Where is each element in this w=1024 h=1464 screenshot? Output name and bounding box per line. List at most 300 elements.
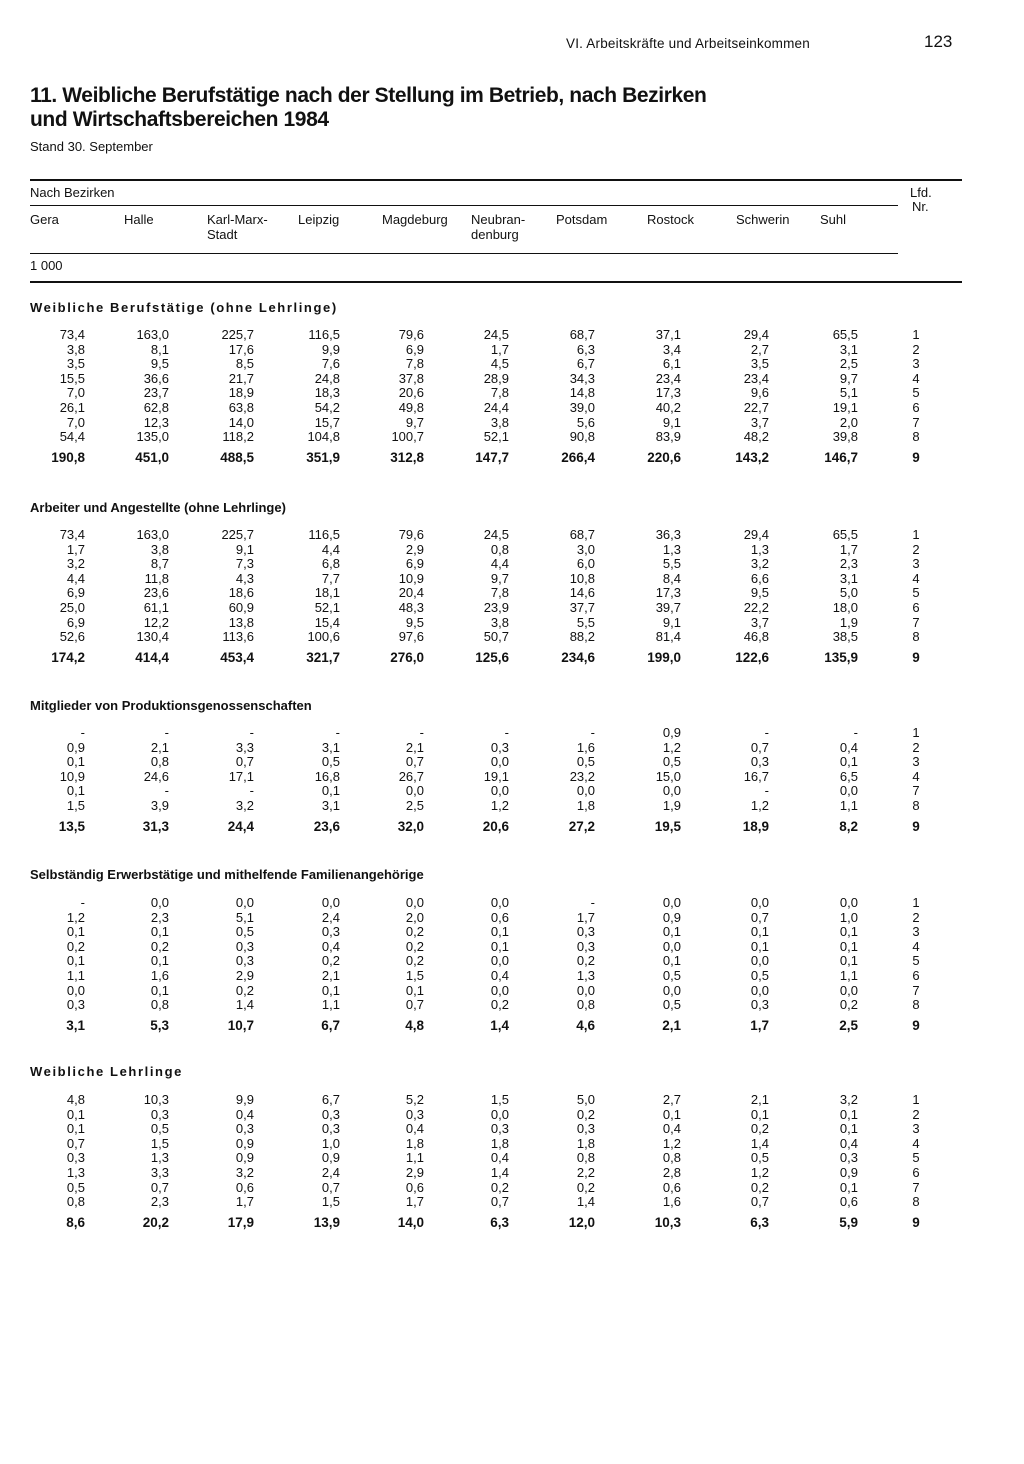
table-cell: 1,6	[662, 1194, 681, 1210]
table-cell: -	[249, 725, 254, 740]
table-cell: 122,6	[735, 649, 769, 665]
table-cell: 0,2	[321, 953, 340, 969]
table-cell: 13,9	[313, 1214, 340, 1230]
row-number: 2	[912, 739, 920, 755]
table-row	[0, 940, 1024, 955]
table-cell: 5,6	[576, 414, 595, 430]
table-cell: 3,2	[839, 1092, 858, 1107]
row-number: 1	[912, 1092, 920, 1107]
table-cell: 4,4	[490, 556, 509, 572]
table-cell: 15,7	[314, 414, 340, 430]
table-cell: 104,8	[307, 429, 340, 445]
table-cell: 3,7	[750, 414, 769, 430]
table-cell: 81,4	[655, 629, 681, 645]
row-number: 7	[912, 614, 920, 630]
table-cell: 0,1	[750, 1106, 769, 1122]
table-cell: 1,7	[839, 541, 858, 557]
table-cell: 1,4	[576, 1194, 595, 1210]
table-cell: 17,3	[655, 585, 681, 601]
table-cell: 0,4	[235, 1106, 254, 1122]
table-cell: 24,4	[227, 818, 254, 834]
table-cell: 18,1	[314, 585, 340, 601]
table-cell: 0,4	[405, 1121, 424, 1137]
table-cell: 0,5	[662, 997, 681, 1013]
table-cell: 48,2	[743, 429, 769, 445]
table-row	[0, 601, 1024, 616]
table-cell: 135,9	[824, 649, 858, 665]
table-cell: 0,2	[576, 1106, 595, 1122]
table-cell: 31,3	[142, 818, 169, 834]
table-cell: 18,0	[832, 600, 858, 615]
table-cell: 7,7	[321, 570, 340, 586]
table-cell: 113,6	[222, 629, 254, 645]
row-number: 3	[912, 754, 920, 770]
table-cell: 0,1	[750, 924, 769, 940]
table-cell: 3,0	[576, 541, 595, 557]
section-title-weibliche-berufstatige-ohne-lehrlinge: Weibliche Berufstätige (ohne Lehrlinge)	[30, 300, 338, 315]
table-cell: 6,7	[576, 356, 595, 372]
table-row	[0, 1093, 1024, 1108]
table-cell: 4,4	[66, 570, 85, 586]
table-cell: 6,9	[405, 556, 424, 572]
table-cell: 2,1	[321, 968, 340, 983]
table-cell: 190,8	[51, 449, 85, 465]
table-cell: 0,2	[750, 1121, 769, 1137]
table-cell: 5,1	[235, 909, 254, 925]
table-cell: 3,1	[839, 570, 858, 586]
row-number: 8	[912, 997, 920, 1013]
table-cell: 118,2	[222, 429, 254, 445]
table-cell: 9,7	[490, 570, 509, 586]
table-cell: 52,1	[314, 600, 340, 615]
table-cell: 18,3	[314, 385, 340, 401]
table-cell: 97,6	[398, 629, 424, 645]
row-number: 9	[912, 1214, 920, 1230]
table-cell: 3,1	[321, 739, 340, 755]
table-cell: 10,8	[569, 570, 595, 586]
table-cell: 0,8	[150, 997, 169, 1013]
table-cell: 3,5	[66, 356, 85, 372]
table-cell: 0,3	[750, 997, 769, 1013]
table-cell: 147,7	[475, 449, 509, 465]
table-cell: 23,4	[743, 370, 769, 386]
table-cell: 60,9	[228, 600, 254, 615]
table-cell: 1,5	[490, 1092, 509, 1107]
table-cell: 50,7	[483, 629, 509, 645]
table-cell: 65,5	[832, 327, 858, 342]
table-cell: 0,0	[321, 895, 340, 910]
table-cell: 0,1	[662, 953, 681, 969]
page-number: 123	[924, 32, 953, 51]
table-cell: 5,1	[839, 385, 858, 401]
table-cell: 5,3	[150, 1017, 169, 1033]
table-cell: 0,1	[839, 1121, 858, 1137]
table-cell: 2,5	[839, 356, 858, 372]
column-header-line-1: Karl-Marx-	[207, 212, 268, 227]
table-cell: 414,4	[135, 649, 169, 665]
table-cell: 37,1	[655, 327, 681, 342]
section-title-arbeiter-und-angestellte-ohne-lehrlinge: Arbeiter und Angestellte (ohne Lehrlinge)	[30, 500, 286, 515]
table-cell: 2,3	[150, 1194, 169, 1210]
table-cell: 7,0	[66, 385, 85, 401]
table-row	[0, 1166, 1024, 1181]
table-cell: 2,4	[321, 1165, 340, 1180]
table-cell: 1,5	[321, 1194, 340, 1210]
table-cell: 1,1	[66, 968, 85, 983]
table-row	[0, 557, 1024, 572]
table-cell: 0,7	[750, 739, 769, 755]
table-cell: 52,1	[483, 429, 509, 445]
table-cell: 0,1	[66, 953, 85, 969]
table-cell: 20,6	[482, 818, 509, 834]
table-row	[0, 755, 1024, 770]
table-cell: -	[80, 895, 85, 910]
row-number: 3	[912, 356, 920, 372]
table-cell: 1,7	[490, 341, 509, 357]
table-cell: 23,2	[569, 768, 595, 784]
table-cell: 3,8	[490, 614, 509, 630]
table-cell: 0,1	[66, 1121, 85, 1137]
table-cell: 0,9	[235, 1150, 254, 1166]
table-row	[0, 998, 1024, 1013]
table-title	[30, 84, 706, 132]
table-cell: 88,2	[569, 629, 595, 645]
columns-rule	[30, 253, 898, 254]
table-cell: 5,5	[576, 614, 595, 630]
row-number: 7	[912, 414, 920, 430]
table-cell: 0,8	[576, 997, 595, 1013]
table-cell: 1,3	[576, 968, 595, 983]
table-cell: 49,8	[398, 400, 424, 415]
table-cell: 15,0	[655, 768, 681, 784]
table-cell: 9,7	[405, 414, 424, 430]
table-cell: 1,8	[405, 1135, 424, 1151]
table-row	[0, 770, 1024, 785]
table-cell: 54,4	[59, 429, 85, 445]
table-cell: 10,3	[654, 1214, 681, 1230]
table-cell: 0,4	[490, 968, 509, 983]
table-cell: 0,5	[66, 1179, 85, 1195]
table-cell: 0,0	[839, 895, 858, 910]
table-cell: 46,8	[743, 629, 769, 645]
table-cell: 0,5	[662, 754, 681, 770]
table-cell: 22,2	[743, 600, 769, 615]
table-cell: 36,6	[143, 370, 169, 386]
column-header-suhl	[820, 212, 846, 227]
table-row	[0, 969, 1024, 984]
table-cell: 1,2	[490, 798, 509, 813]
table-cell: 0,7	[321, 1179, 340, 1195]
row-number: 2	[912, 541, 920, 557]
table-total-row	[0, 1216, 1024, 1231]
table-total-row	[0, 1019, 1024, 1034]
table-cell: 37,8	[398, 370, 424, 386]
table-cell: 0,2	[150, 938, 169, 954]
table-cell: 2,7	[662, 1092, 681, 1107]
row-number: 1	[912, 725, 920, 740]
table-cell: 1,0	[321, 1135, 340, 1151]
table-cell: 9,1	[662, 414, 681, 430]
row-number: 3	[912, 556, 920, 572]
table-cell: 0,9	[321, 1150, 340, 1166]
table-cell: 9,5	[750, 585, 769, 601]
table-cell: 63,8	[228, 400, 254, 415]
table-cell: 2,3	[150, 909, 169, 925]
table-cell: 9,9	[321, 341, 340, 357]
header-bottom-rule	[30, 281, 962, 283]
row-number: 8	[912, 429, 920, 445]
table-cell: 14,8	[569, 385, 595, 401]
table-cell: 10,9	[398, 570, 424, 586]
column-header-karl-marx-stadt	[207, 212, 268, 242]
table-cell: 24,5	[483, 527, 509, 542]
table-cell: 1,4	[490, 1017, 509, 1033]
table-cell: 2,9	[405, 541, 424, 557]
table-cell: 1,4	[490, 1165, 509, 1180]
table-cell: 0,3	[321, 924, 340, 940]
table-cell: 8,6	[66, 1214, 85, 1230]
table-cell: 8,7	[150, 556, 169, 572]
table-cell: 0,8	[66, 1194, 85, 1210]
table-cell: 1,3	[662, 541, 681, 557]
row-number: 6	[912, 600, 920, 615]
table-cell: 2,1	[150, 739, 169, 755]
table-cell: 23,6	[143, 585, 169, 601]
table-cell: 4,8	[405, 1017, 424, 1033]
table-cell: 0,4	[839, 1135, 858, 1151]
table-cell: 6,9	[66, 614, 85, 630]
table-cell: 0,3	[321, 1121, 340, 1137]
table-title-line-2: und Wirtschaftsbereichen 1984	[30, 108, 329, 131]
row-number: 1	[912, 527, 920, 542]
table-cell: 6,7	[321, 1017, 340, 1033]
column-header-line-1: Magdeburg	[382, 212, 448, 227]
table-cell: 9,1	[235, 541, 254, 557]
table-cell: 0,7	[490, 1194, 509, 1210]
table-cell: 0,1	[66, 1106, 85, 1122]
table-cell: 62,8	[143, 400, 169, 415]
table-cell: 90,8	[569, 429, 595, 445]
table-cell: 19,1	[483, 768, 509, 784]
table-cell: 1,5	[150, 1135, 169, 1151]
table-cell: 2,1	[750, 1092, 769, 1107]
table-cell: 0,1	[150, 924, 169, 940]
table-cell: 0,9	[662, 725, 681, 740]
table-cell: 3,3	[150, 1165, 169, 1180]
table-cell: 2,8	[662, 1165, 681, 1180]
table-cell: 23,4	[655, 370, 681, 386]
table-cell: -	[504, 725, 509, 740]
table-cell: 12,2	[143, 614, 169, 630]
table-cell: 24,4	[483, 400, 509, 415]
table-row	[0, 1108, 1024, 1123]
table-cell: 6,3	[750, 1214, 769, 1230]
column-header-neubrandenburg	[471, 212, 525, 242]
table-cell: 13,8	[228, 614, 254, 630]
table-row	[0, 401, 1024, 416]
table-cell: 0,9	[235, 1135, 254, 1151]
table-cell: 0,0	[150, 895, 169, 910]
table-row	[0, 543, 1024, 558]
table-cell: 1,4	[235, 997, 254, 1013]
table-cell: 4,4	[321, 541, 340, 557]
table-cell: 3,4	[662, 341, 681, 357]
table-cell: 0,1	[750, 938, 769, 954]
table-cell: 0,2	[750, 1179, 769, 1195]
table-cell: 0,1	[66, 924, 85, 940]
table-cell: 225,7	[221, 527, 254, 542]
table-cell: 130,4	[136, 629, 169, 645]
table-cell: 73,4	[59, 327, 85, 342]
table-cell: 7,6	[321, 356, 340, 372]
table-cell: 24,5	[483, 327, 509, 342]
table-cell: 0,0	[662, 895, 681, 910]
table-cell: 8,5	[235, 356, 254, 372]
table-cell: 163,0	[136, 327, 169, 342]
table-cell: 14,0	[397, 1214, 424, 1230]
table-cell: 0,2	[576, 1179, 595, 1195]
table-cell: -	[335, 725, 340, 740]
table-cell: 9,5	[405, 614, 424, 630]
row-number: 5	[912, 953, 920, 969]
table-cell: 7,8	[405, 356, 424, 372]
table-cell: 6,1	[662, 356, 681, 372]
table-cell: 0,2	[576, 953, 595, 969]
table-cell: -	[80, 725, 85, 740]
table-cell: 1,9	[839, 614, 858, 630]
table-cell: 1,2	[750, 798, 769, 813]
table-cell: 163,0	[136, 527, 169, 542]
table-cell: 0,4	[662, 1121, 681, 1137]
table-cell: -	[764, 725, 769, 740]
column-header-line-1: Neubran-	[471, 212, 526, 227]
table-cell: 27,2	[568, 818, 595, 834]
table-cell: 0,7	[750, 909, 769, 925]
table-cell: 0,1	[839, 754, 858, 770]
table-cell: 2,2	[576, 1165, 595, 1180]
table-cell: 2,1	[662, 1017, 681, 1033]
table-cell: 0,7	[750, 1194, 769, 1210]
table-cell: 0,1	[405, 982, 424, 998]
table-cell: 0,9	[839, 1165, 858, 1180]
table-row	[0, 528, 1024, 543]
table-cell: -	[419, 725, 424, 740]
table-cell: 0,3	[235, 953, 254, 969]
table-cell: 276,0	[390, 649, 424, 665]
table-cell: 0,6	[490, 909, 509, 925]
table-cell: 0,6	[662, 1179, 681, 1195]
table-cell: 0,0	[662, 783, 681, 799]
table-cell: 0,3	[576, 924, 595, 940]
table-cell: 0,5	[662, 968, 681, 983]
table-cell: 3,8	[66, 341, 85, 357]
table-cell: 38,5	[832, 629, 858, 645]
column-header-line-1: Gera	[30, 212, 59, 227]
table-cell: 2,0	[839, 414, 858, 430]
table-cell: 79,6	[398, 527, 424, 542]
table-cell: 0,6	[405, 1179, 424, 1195]
table-title-line-1: 11. Weibliche Berufstätige nach der Stellung im Betrieb, nach Bezirken	[30, 84, 707, 107]
table-row	[0, 357, 1024, 372]
row-number: 4	[912, 370, 920, 386]
table-cell: 0,2	[405, 953, 424, 969]
table-cell: 0,5	[321, 754, 340, 770]
table-cell: 1,4	[750, 1135, 769, 1151]
group-label: Nach Bezirken	[30, 185, 115, 200]
row-number: 2	[912, 341, 920, 357]
table-cell: 0,0	[576, 783, 595, 799]
table-row	[0, 1181, 1024, 1196]
table-cell: 1,6	[576, 739, 595, 755]
table-cell: 9,5	[150, 356, 169, 372]
table-cell: 1,2	[750, 1165, 769, 1180]
table-cell: 8,4	[662, 570, 681, 586]
table-cell: 29,4	[743, 527, 769, 542]
table-row	[0, 430, 1024, 445]
table-cell: 18,6	[228, 585, 254, 601]
table-cell: 7,8	[490, 385, 509, 401]
table-cell: 0,0	[576, 982, 595, 998]
table-cell: 79,6	[398, 327, 424, 342]
table-cell: 36,3	[655, 527, 681, 542]
table-cell: 1,2	[662, 1135, 681, 1151]
table-cell: 6,9	[66, 585, 85, 601]
column-header-rostock	[647, 212, 694, 227]
table-cell: 312,8	[390, 449, 424, 465]
table-cell: 451,0	[135, 449, 169, 465]
table-cell: 19,5	[654, 818, 681, 834]
table-cell: 9,6	[750, 385, 769, 401]
table-cell: 0,5	[576, 754, 595, 770]
table-cell: 0,2	[235, 982, 254, 998]
table-cell: 3,1	[321, 798, 340, 813]
table-cell: 2,5	[405, 798, 424, 813]
table-cell: 1,5	[66, 798, 85, 813]
table-cell: 0,1	[839, 938, 858, 954]
table-cell: 0,3	[576, 938, 595, 954]
table-cell: 1,3	[150, 1150, 169, 1166]
table-cell: 0,3	[66, 997, 85, 1013]
table-cell: 453,4	[220, 649, 254, 665]
table-cell: 16,7	[743, 768, 769, 784]
table-cell: 1,3	[750, 541, 769, 557]
table-cell: 1,0	[839, 909, 858, 925]
table-cell: 0,0	[750, 982, 769, 998]
table-cell: 5,0	[576, 1092, 595, 1107]
table-cell: 2,9	[405, 1165, 424, 1180]
table-cell: 0,5	[150, 1121, 169, 1137]
table-cell: 1,1	[839, 798, 858, 813]
table-cell: 0,7	[405, 997, 424, 1013]
table-row	[0, 416, 1024, 431]
table-cell: 0,2	[66, 938, 85, 954]
table-cell: 26,7	[398, 768, 424, 784]
table-cell: 11,8	[144, 570, 169, 586]
table-total-row	[0, 651, 1024, 666]
table-cell: 3,3	[235, 739, 254, 755]
table-cell: 0,1	[839, 924, 858, 940]
table-cell: 32,0	[397, 818, 424, 834]
table-cell: 20,2	[142, 1214, 169, 1230]
table-cell: 5,2	[405, 1092, 424, 1107]
table-cell: 0,0	[490, 754, 509, 770]
row-number: 5	[912, 385, 920, 401]
table-cell: 5,5	[662, 556, 681, 572]
table-cell: 0,9	[662, 909, 681, 925]
table-cell: 0,3	[235, 1121, 254, 1137]
table-cell: 1,3	[66, 1165, 85, 1180]
table-cell: 6,8	[321, 556, 340, 572]
